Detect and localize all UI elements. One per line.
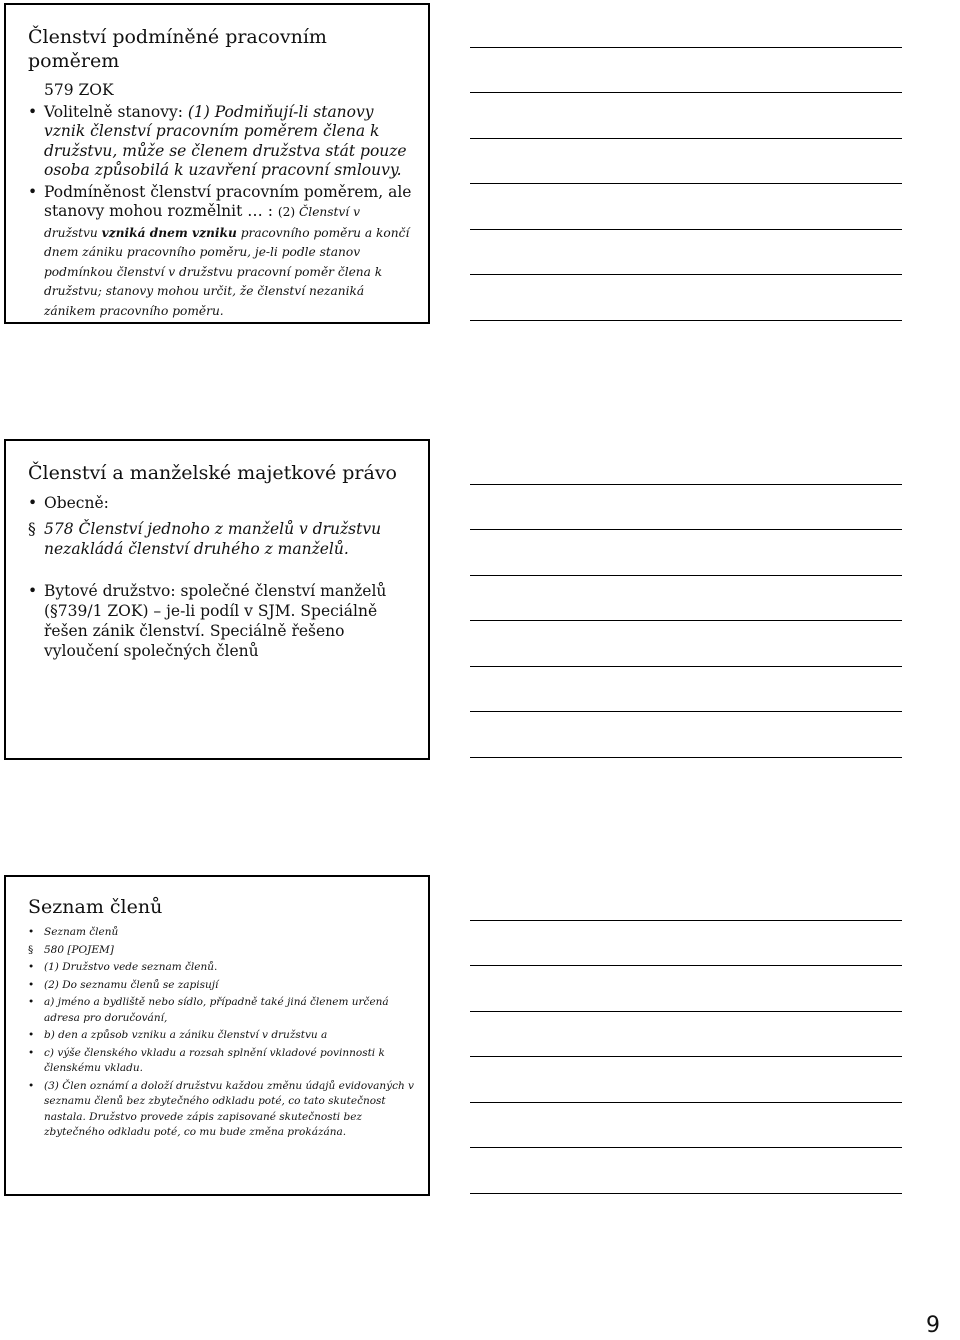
slide-3-list <box>28 925 414 1141</box>
slide-1-list <box>28 81 414 320</box>
list-item-text: (3) Člen oznámí a doloží družstvu každou změnu údajů evidovaných v seznamu členů bez zbytečného odkladu poté, co tato skutečnost nastala. Družstvo provede zápis zapisované skutečnosti bez zbytečného odkladu poté, co mu bude změna prokázána. <box>44 1079 414 1138</box>
note-line <box>470 620 902 621</box>
note-line <box>470 1193 902 1194</box>
list-item <box>28 925 414 941</box>
note-line <box>470 138 902 139</box>
list-item-text: a) jméno a bydliště nebo sídlo, případně také jiná členem určená adresa pro doručování, <box>44 996 389 1024</box>
slide-1 <box>4 3 430 324</box>
list-item <box>28 1046 414 1077</box>
list-item <box>28 81 414 101</box>
list-item <box>28 103 414 181</box>
list-item <box>28 519 414 559</box>
list-item <box>28 960 414 976</box>
note-line <box>470 529 902 530</box>
note-line <box>470 484 902 485</box>
slide-3-title: Seznam členů <box>28 896 163 918</box>
note-line <box>470 320 902 321</box>
list-item <box>28 581 414 661</box>
note-line <box>470 183 902 184</box>
note-line <box>470 92 902 93</box>
list-item-text: (2) Do seznamu členů se zapisují <box>44 978 219 991</box>
list-item <box>28 995 414 1026</box>
list-item-quote-bold: vzniká dnem vzniku <box>101 225 237 240</box>
list-spacer <box>28 565 414 575</box>
list-item-num: (2) <box>277 205 299 219</box>
note-line <box>470 920 902 921</box>
list-item-quote-a: Členství v družstvu <box>44 205 360 240</box>
note-line <box>470 47 902 48</box>
slide-2 <box>4 439 430 760</box>
note-line <box>470 1147 902 1148</box>
list-item-text: 579 ZOK <box>44 81 114 99</box>
list-item-text: Bytové družstvo: společné členství manželů (§739/1 ZOK) – je-li podíl v SJM. Speciálně řešen zánik členství. Speciálně řešeno vyloučení společných členů <box>44 582 387 660</box>
list-item-text: Obecně: <box>44 494 109 512</box>
list-item <box>28 1079 414 1141</box>
slide-2-list <box>28 493 414 661</box>
note-line <box>470 711 902 712</box>
list-item-quote: (1) Podmiňují-li stanovy vznik členství pracovním poměrem člena k družstvu, může se členem družstva stát pouze osoba způsobilá k uzavření pracovní smlouvy. <box>44 102 407 179</box>
note-line <box>470 229 902 230</box>
list-item-text: 578 Členství jednoho z manželů v družstvu nezakládá členství druhého z manželů. <box>44 520 382 558</box>
list-item-text: Seznam členů <box>44 926 119 938</box>
list-item-text: 580 [POJEM] <box>44 943 114 956</box>
slide-3 <box>4 875 430 1196</box>
slide-1-title: Členství podmíněné pracovním poměrem <box>28 26 327 72</box>
page-number: 9 <box>926 1313 940 1338</box>
note-line <box>470 274 902 275</box>
list-item <box>28 183 414 321</box>
note-line <box>470 1011 902 1012</box>
note-line <box>470 1102 902 1103</box>
note-line <box>470 1056 902 1057</box>
note-line <box>470 666 902 667</box>
list-item-text: (1) Družstvo vede seznam členů. <box>44 961 218 973</box>
list-item-text: c) výše členského vkladu a rozsah splnění vkladové povinnosti k členskému vkladu. <box>44 1046 385 1074</box>
list-item-quote-b: pracovního poměru a končí dnem zániku pracovního poměru, je-li podle stanov podmínkou členství v družstvu pracovní poměr člena k družstvu; stanovy mohou určit, že členství nezaniká zánikem pracovního poměru. <box>44 225 410 318</box>
list-item <box>28 978 414 994</box>
slide-2-title: Členství a manželské majetkové právo <box>28 462 397 484</box>
list-item <box>28 1028 414 1044</box>
list-item <box>28 493 414 513</box>
list-item-lead: Podmíněnost členství pracovním poměrem, ale stanovy mohou rozmělnit … : <box>44 182 412 220</box>
list-item-lead: Volitelně stanovy: <box>44 102 188 121</box>
note-line <box>470 757 902 758</box>
list-item <box>28 943 414 959</box>
note-line <box>470 965 902 966</box>
note-line <box>470 575 902 576</box>
list-item-text: b) den a způsob vzniku a zániku členství v družstvu a <box>44 1029 328 1041</box>
